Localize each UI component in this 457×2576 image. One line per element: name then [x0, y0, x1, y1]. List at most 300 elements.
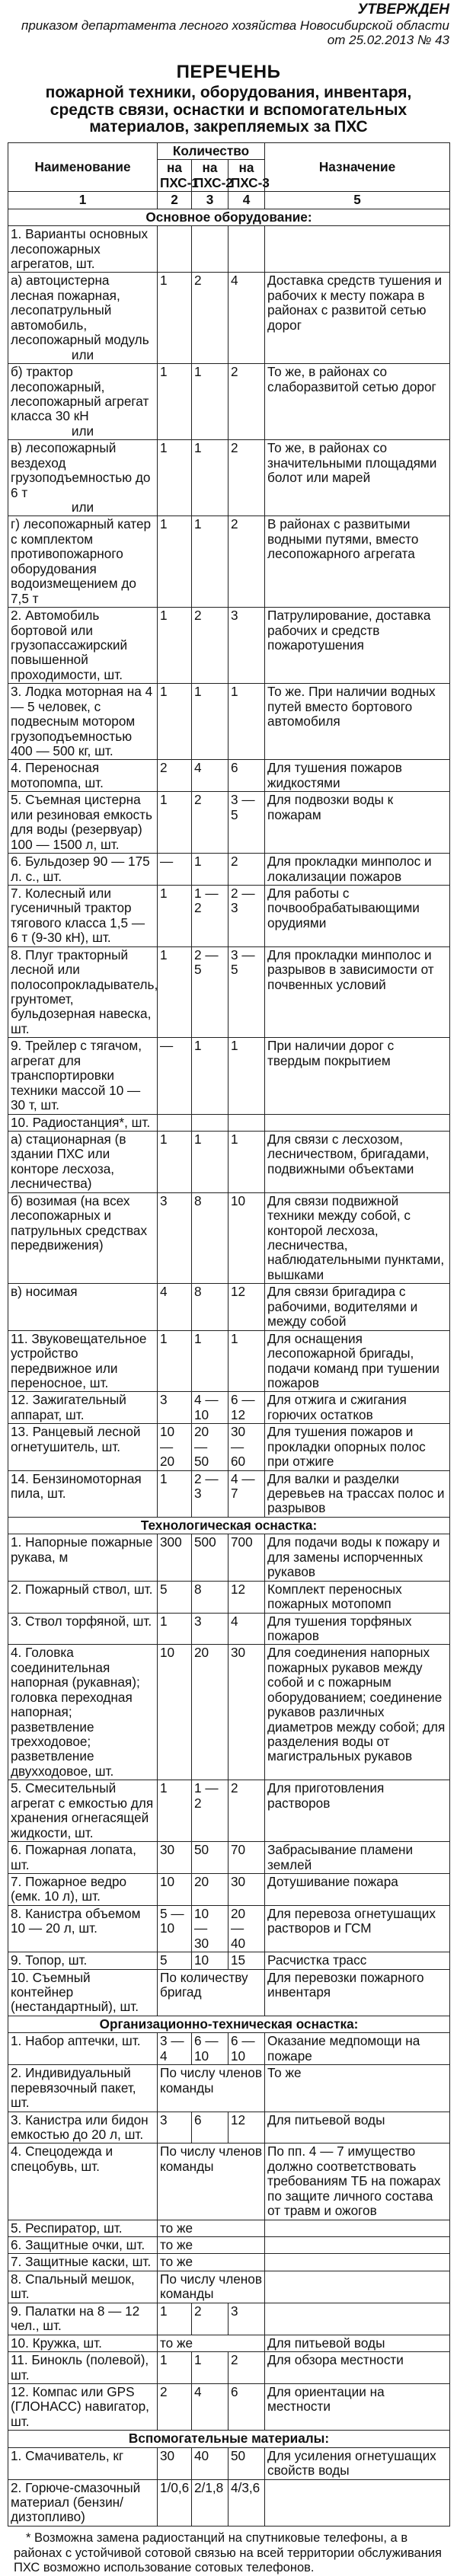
quantity-pxs2-cell: 8: [192, 1284, 228, 1330]
quantity-pxs3-cell: 6: [228, 2383, 265, 2430]
table-row: [8, 2220, 450, 2236]
table-row: [8, 1873, 450, 1905]
table-row: [8, 1192, 450, 1284]
item-name: 14. Бензиномоторная пила, шт.: [11, 1470, 142, 1502]
item-name-cell: [8, 885, 158, 946]
header-quantity: Количество: [158, 142, 265, 159]
purpose-cell: По пп. 4 — 7 имущество должно соответствовать требованиям ТБ на пожарах по защите личного состава от травм и ожогов: [265, 2143, 450, 2220]
item-name: 6. Пожарная лопата, шт.: [11, 1842, 136, 1872]
table-row: [8, 2237, 450, 2254]
item-name-cell: [8, 2352, 158, 2384]
item-name: 4. Переносная мотопомпа, шт.: [11, 760, 104, 790]
or-separator: или: [71, 423, 94, 439]
table-row: [8, 760, 450, 792]
quantity-pxs1-cell: 1: [158, 684, 192, 760]
quantity-pxs1-cell: 1: [158, 946, 192, 1038]
quantity-pxs2-cell: 1 — 2: [192, 885, 228, 946]
item-name-cell: [8, 1392, 158, 1424]
table-row: [8, 1969, 450, 2016]
quantity-pxs1-cell: 1/0,6: [158, 2479, 192, 2526]
item-name-cell: [8, 2383, 158, 2430]
item-name-cell: [8, 2254, 158, 2271]
quantity-pxs2-cell: 2 — 5: [192, 946, 228, 1038]
table-row: [8, 2352, 450, 2384]
item-name-cell: [8, 1952, 158, 1969]
item-name: г) лесопожарный катер с комплектом противопожарного оборудования водоизмещением до 7,5 т: [11, 516, 152, 606]
purpose-cell: Для соединения напорных пожарных рукавов между собой и с пожарным оборудованием; соединение рукавов различных диаметров между собой; для разделения воды от магистральных рукавов: [265, 1645, 450, 1780]
quantity-pxs1-cell: 1: [158, 1470, 192, 1517]
quantity-pxs2-cell: 10: [192, 1952, 228, 1969]
item-name-cell: [8, 2065, 158, 2112]
item-name-cell: [8, 792, 158, 854]
item-name: 13. Ранцевый лесной огнетушитель, шт.: [11, 1424, 141, 1454]
table-row: [8, 792, 450, 854]
item-name: б) трактор лесопожарный, лесопожарный агрегат класса 30 кН: [11, 364, 149, 424]
item-name: 8. Канистра объемом 10 — 20 л, шт.: [11, 1905, 141, 1936]
table-row: [8, 1330, 450, 1392]
approval-line-2: приказом департамента лесного хозяйства Новосибирской области: [21, 18, 449, 33]
table-row: [8, 2271, 450, 2303]
purpose-cell: [265, 1114, 450, 1131]
quantity-pxs3-cell: 2: [228, 516, 265, 608]
quantity-all-cell: то же: [158, 2237, 265, 2254]
quantity-pxs1-cell: 1: [158, 364, 192, 440]
item-name: 8. Спальный мешок, шт.: [11, 2271, 135, 2302]
item-name-cell: [8, 1192, 158, 1284]
column-number: 4: [228, 192, 265, 209]
purpose-cell: При наличии дорог с твердым покрытием: [265, 1038, 450, 1114]
table-row: [8, 1952, 450, 1969]
quantity-pxs3-cell: 3: [228, 2303, 265, 2335]
quantity-pxs3-cell: 15: [228, 1952, 265, 1969]
item-name-cell: [8, 608, 158, 684]
item-name-cell: [8, 2303, 158, 2335]
item-name-cell: [8, 760, 158, 792]
quantity-pxs3-cell: 2: [228, 2352, 265, 2384]
quantity-pxs3-cell: 30: [228, 1873, 265, 1905]
quantity-pxs1-cell: 3 — 4: [158, 2033, 192, 2065]
quantity-pxs3-cell: 3 — 5: [228, 946, 265, 1038]
quantity-pxs3-cell: 6 — 12: [228, 1392, 265, 1424]
quantity-pxs2-cell: 1: [192, 1038, 228, 1114]
section-header-row: [8, 209, 450, 225]
item-name: 12. Компас или GPS (ГЛОНАСС) навигатор, шт.: [11, 2383, 149, 2429]
quantity-all-cell: то же: [158, 2335, 265, 2351]
purpose-cell: Для перевозки пожарного инвентаря: [265, 1969, 450, 2016]
header-pxs1: на ПХС-1: [158, 160, 192, 192]
quantity-all-cell: то же: [158, 2254, 265, 2271]
quantity-pxs1-cell: 1: [158, 1131, 192, 1192]
table-row: [8, 854, 450, 886]
item-name-cell: [8, 1470, 158, 1517]
item-name-cell: [8, 1038, 158, 1114]
footnote: * Возможна замена радиостанций на спутниковые телефоны, а в районах с устойчивой сотовой связью на всей территории обслуживания ПХС возможно использование сотовых телефонов.: [14, 2530, 442, 2575]
column-number: 5: [265, 192, 450, 209]
purpose-cell: Для отжига и сжигания горючих остатков: [265, 1392, 450, 1424]
quantity-pxs2-cell: 1: [192, 854, 228, 886]
item-name: 3. Канистра или бидон емкостью до 20 л, шт.: [11, 2112, 149, 2142]
quantity-pxs2-cell: 20: [192, 1645, 228, 1780]
item-name: 11. Звуковещательное устройство передвижное или переносное, шт.: [11, 1330, 147, 1390]
quantity-pxs3-cell: 2: [228, 1780, 265, 1842]
item-name-cell: [8, 1842, 158, 1874]
purpose-cell: То же. При наличии водных путей вместо бортового автомобиля: [265, 684, 450, 760]
item-name-cell: [8, 273, 158, 364]
quantity-pxs3-cell: 12: [228, 1581, 265, 1613]
quantity-pxs1-cell: 2: [158, 760, 192, 792]
purpose-cell: То же: [265, 2065, 450, 2112]
table-row: [8, 1038, 450, 1114]
header-pxs3: на ПХС-3: [228, 160, 265, 192]
quantity-pxs3-cell: 4/3,6: [228, 2479, 265, 2526]
quantity-pxs2-cell: 2: [192, 608, 228, 684]
item-name: б) возимая (на всех лесопожарных и патрульных средствах передвижения): [11, 1192, 148, 1253]
quantity-pxs1-cell: 30: [158, 1842, 192, 1874]
quantity-pxs2-cell: 40: [192, 2447, 228, 2479]
item-name: 2. Горюче-смазочный материал (бензин/дизтопливо): [11, 2479, 141, 2525]
item-name-cell: [8, 2112, 158, 2143]
quantity-pxs2-cell: 1: [192, 440, 228, 516]
quantity-pxs1-cell: 1: [158, 885, 192, 946]
purpose-cell: Оказание медпомощи на пожаре: [265, 2033, 450, 2065]
quantity-pxs3-cell: 30 — 60: [228, 1424, 265, 1470]
table-row: [8, 1131, 450, 1192]
table-row: [8, 1392, 450, 1424]
quantity-pxs2-cell: 4 — 10: [192, 1392, 228, 1424]
item-name-cell: [8, 684, 158, 760]
table-row: [8, 273, 450, 364]
item-name-cell: [8, 2033, 158, 2065]
quantity-pxs1-cell: 3: [158, 1392, 192, 1424]
quantity-pxs1-cell: 1: [158, 792, 192, 854]
purpose-cell: Для связи с лесхозом, лесничеством, бригадами, подвижными объектами: [265, 1131, 450, 1192]
quantity-pxs1-cell: 1: [158, 2352, 192, 2384]
table-row: [8, 2447, 450, 2479]
header-pxs2: на ПХС-2: [192, 160, 228, 192]
quantity-pxs1-cell: 10: [158, 1645, 192, 1780]
quantity-pxs3-cell: 2: [228, 364, 265, 440]
purpose-cell: [265, 2303, 450, 2335]
column-number: 3: [192, 192, 228, 209]
quantity-all-cell: По числу членов команды: [158, 2143, 265, 2220]
purpose-cell: Для связи подвижной техники между собой, с конторой лесхоза, лесничества, наблюдательными пунктами, вышками: [265, 1192, 450, 1284]
purpose-cell: Для обзора местности: [265, 2352, 450, 2384]
purpose-cell: То же, в районах со слаборазвитой сетью дорог: [265, 364, 450, 440]
approval-stamp: [8, 0, 449, 48]
quantity-pxs2-cell: 20 — 50: [192, 1424, 228, 1470]
table-row: [8, 1780, 450, 1842]
item-name-cell: [8, 2143, 158, 2220]
quantity-pxs3-cell: 4: [228, 273, 265, 364]
quantity-pxs2-cell: 20: [192, 1873, 228, 1905]
item-name-cell: [8, 1131, 158, 1192]
column-number: 1: [8, 192, 158, 209]
quantity-pxs3-cell: 2 — 3: [228, 885, 265, 946]
table-row: [8, 2065, 450, 2112]
table-row: [8, 1645, 450, 1780]
quantity-pxs2-cell: 8: [192, 1581, 228, 1613]
quantity-pxs2-cell: 8: [192, 1192, 228, 1284]
item-name: 8. Плуг тракторный лесной или полосопрокладыватель, грунтомет, бульдозерная навеска, шт.: [11, 946, 158, 1036]
table-row: [8, 885, 450, 946]
quantity-pxs3-cell: 12: [228, 2112, 265, 2143]
item-name-cell: [8, 2479, 158, 2526]
quantity-pxs2-cell: 2/1,8: [192, 2479, 228, 2526]
item-name: 10. Радиостанция*, шт.: [11, 1114, 151, 1130]
quantity-pxs1-cell: [158, 226, 192, 273]
quantity-pxs2-cell: 1: [192, 1131, 228, 1192]
section-title: Организационно-техническая оснастка:: [8, 2016, 450, 2032]
quantity-pxs1-cell: 30: [158, 2447, 192, 2479]
table-row: [8, 1114, 450, 1131]
item-name-cell: [8, 2271, 158, 2303]
table-row: [8, 1424, 450, 1470]
table-row: [8, 2112, 450, 2143]
equipment-table: [8, 142, 450, 2527]
purpose-cell: Для питьевой воды: [265, 2112, 450, 2143]
quantity-pxs1-cell: 1: [158, 1780, 192, 1842]
table-row: [8, 608, 450, 684]
purpose-cell: [265, 2220, 450, 2236]
quantity-pxs1-cell: 5: [158, 1952, 192, 1969]
item-name: 1. Напорные пожарные рукава, м: [11, 1534, 153, 1565]
table-row: [8, 226, 450, 273]
quantity-pxs1-cell: 300: [158, 1534, 192, 1581]
purpose-cell: [265, 2237, 450, 2254]
item-name: 5. Съемная цистерна или резиновая емкость для воды (резервуар) 100 — 1500 л, шт.: [11, 792, 152, 852]
quantity-pxs1-cell: 1: [158, 516, 192, 608]
quantity-pxs3-cell: 1: [228, 1330, 265, 1392]
quantity-pxs1-cell: —: [158, 854, 192, 886]
quantity-pxs1-cell: 3: [158, 2112, 192, 2143]
table-body: [8, 209, 450, 2526]
item-name-cell: [8, 1330, 158, 1392]
table-row: [8, 2033, 450, 2065]
quantity-pxs1-cell: —: [158, 1038, 192, 1114]
item-name-cell: [8, 1613, 158, 1645]
table-row: [8, 1534, 450, 1581]
item-name: 2. Автомобиль бортовой или грузопассажирский повышенной проходимости, шт.: [11, 608, 128, 682]
item-name-cell: [8, 1969, 158, 2016]
table-row: [8, 364, 450, 440]
quantity-pxs2-cell: 1: [192, 684, 228, 760]
item-name: 3. Ствол торфяной, шт.: [11, 1613, 152, 1629]
quantity-pxs3-cell: 2: [228, 440, 265, 516]
quantity-pxs2-cell: 6: [192, 2112, 228, 2143]
item-name: 1. Варианты основных лесопожарных агрегатов, шт.: [11, 226, 149, 272]
quantity-pxs3-cell: 1: [228, 684, 265, 760]
quantity-pxs3-cell: 10: [228, 1192, 265, 1284]
item-name: 5. Смесительный агрегат с емкостью для хранения огнегасящей жидкости, шт.: [11, 1780, 154, 1840]
or-separator: или: [71, 500, 94, 516]
item-name-cell: [8, 1873, 158, 1905]
purpose-cell: Для тушения торфяных пожаров: [265, 1613, 450, 1645]
item-name: 6. Защитные очки, шт.: [11, 2237, 145, 2253]
table-row: [8, 2254, 450, 2271]
quantity-pxs2-cell: 3: [192, 1613, 228, 1645]
purpose-cell: Для подачи воды к пожару и для замены испорченных рукавов: [265, 1534, 450, 1581]
item-name: 6. Бульдозер 90 — 175 л. с., шт.: [11, 854, 150, 884]
item-name: 12. Зажигательный аппарат, шт.: [11, 1392, 126, 1422]
item-name-cell: [8, 226, 158, 273]
purpose-cell: Доставка средств тушения и рабочих к месту пожара в районах с развитой сетью дорог: [265, 273, 450, 364]
quantity-pxs2-cell: 6 — 10: [192, 2033, 228, 2065]
item-name: 5. Респиратор, шт.: [11, 2220, 123, 2236]
table-row: [8, 440, 450, 516]
approval-line-3: от 25.02.2013 № 43: [327, 33, 449, 48]
section-header-row: [8, 2016, 450, 2032]
purpose-cell: Для питьевой воды: [265, 2335, 450, 2351]
quantity-pxs1-cell: 1: [158, 608, 192, 684]
purpose-cell: Для ориентации на местности: [265, 2383, 450, 2430]
quantity-pxs3-cell: 70: [228, 1842, 265, 1874]
quantity-pxs2-cell: 1: [192, 2352, 228, 2384]
header-purpose: Назначение: [265, 142, 450, 191]
purpose-cell: Для связи бригадира с рабочими, водителями и между собой: [265, 1284, 450, 1330]
quantity-pxs1-cell: 3: [158, 1192, 192, 1284]
table-row: [8, 2303, 450, 2335]
item-name: 10. Кружка, шт.: [11, 2335, 102, 2351]
item-name-cell: [8, 1905, 158, 1952]
quantity-pxs1-cell: 1: [158, 273, 192, 364]
item-name-cell: [8, 2237, 158, 2254]
item-name-cell: [8, 854, 158, 886]
purpose-cell: Для оснащения лесопожарной бригады, подачи команд при тушении пожаров: [265, 1330, 450, 1392]
item-name-cell: [8, 2335, 158, 2351]
table-row: [8, 2383, 450, 2430]
purpose-cell: В районах с развитыми водными путями, вместо лесопожарного агрегата: [265, 516, 450, 608]
header-name: Наименование: [8, 142, 158, 191]
table-row: [8, 1842, 450, 1874]
table-row: [8, 2479, 450, 2526]
purpose-cell: [265, 2479, 450, 2526]
quantity-pxs2-cell: [192, 1114, 228, 1131]
purpose-cell: Дотушивание пожара: [265, 1873, 450, 1905]
item-name: а) стационарная (в здании ПХС или конторе лесхоза, лесничества): [11, 1131, 126, 1192]
quantity-pxs3-cell: 4 — 7: [228, 1470, 265, 1517]
purpose-cell: Патрулирование, доставка рабочих и средств пожаротушения: [265, 608, 450, 684]
item-name-cell: [8, 2220, 158, 2236]
quantity-pxs2-cell: 1: [192, 364, 228, 440]
table-row: [8, 1613, 450, 1645]
quantity-pxs1-cell: 1: [158, 2303, 192, 2335]
quantity-pxs2-cell: 1: [192, 516, 228, 608]
table-row: [8, 516, 450, 608]
item-name-cell: [8, 516, 158, 608]
quantity-pxs3-cell: [228, 226, 265, 273]
quantity-pxs3-cell: 3 — 5: [228, 792, 265, 854]
document-title: ПЕРЕЧЕНЬ: [176, 61, 281, 82]
quantity-pxs3-cell: [228, 1114, 265, 1131]
item-name: 11. Бинокль (полевой), шт.: [11, 2352, 149, 2383]
quantity-pxs1-cell: 5 — 10: [158, 1905, 192, 1952]
quantity-pxs2-cell: 50: [192, 1842, 228, 1874]
table-row: [8, 684, 450, 760]
table-row: [8, 1905, 450, 1952]
quantity-pxs2-cell: 4: [192, 760, 228, 792]
quantity-all-cell: то же: [158, 2220, 265, 2236]
item-name-cell: [8, 440, 158, 516]
purpose-cell: Комплект переносных пожарных мотопомп: [265, 1581, 450, 1613]
quantity-pxs1-cell: 2: [158, 2383, 192, 2430]
purpose-cell: Для подвозки воды к пожарам: [265, 792, 450, 854]
item-name-cell: [8, 1284, 158, 1330]
purpose-cell: То же, в районах со значительными площадями болот или марей: [265, 440, 450, 516]
quantity-all-cell: По числу членов команды: [158, 2271, 265, 2303]
item-name-cell: [8, 1114, 158, 1131]
purpose-cell: Для тушения пожаров и прокладки опорных полос при отжиге: [265, 1424, 450, 1470]
item-name-cell: [8, 1581, 158, 1613]
item-name: 10. Съемный контейнер (нестандартный), шт.: [11, 1969, 139, 2015]
quantity-pxs3-cell: 6: [228, 760, 265, 792]
approval-line-1: УТВЕРЖДЕН: [357, 2, 449, 18]
quantity-pxs1-cell: 5: [158, 1581, 192, 1613]
quantity-pxs2-cell: 1: [192, 1330, 228, 1392]
purpose-cell: Для валки и разделки деревьев на трассах полос и разрывов: [265, 1470, 450, 1517]
quantity-pxs2-cell: 2 — 3: [192, 1470, 228, 1517]
quantity-pxs3-cell: 30: [228, 1645, 265, 1780]
purpose-cell: Для прокладки минполос и локализации пожаров: [265, 854, 450, 886]
quantity-pxs3-cell: 4: [228, 1613, 265, 1645]
purpose-cell: Для работы с почвообрабатывающими орудиями: [265, 885, 450, 946]
item-name: 3. Лодка моторная на 4 — 5 человек, с подвесным мотором грузоподъемностью 400 — 500 кг, шт.: [11, 684, 153, 759]
item-name: а) автоцистерна лесная пожарная, лесопатрульный автомобиль, лесопожарный модуль: [11, 273, 149, 348]
quantity-pxs1-cell: 1: [158, 440, 192, 516]
quantity-pxs3-cell: 1: [228, 1131, 265, 1192]
section-header-row: [8, 1517, 450, 1534]
purpose-cell: [265, 226, 450, 273]
table-row: [8, 2335, 450, 2351]
table-row: [8, 2143, 450, 2220]
quantity-pxs3-cell: 50: [228, 2447, 265, 2479]
purpose-cell: Для перевоза огнетушащих растворов и ГСМ: [265, 1905, 450, 1952]
item-name-cell: [8, 1534, 158, 1581]
section-title: Вспомогательные материалы:: [8, 2431, 450, 2447]
table-row: [8, 1284, 450, 1330]
item-name-cell: [8, 2447, 158, 2479]
section-title: Основное оборудование:: [8, 209, 450, 225]
item-name: 4. Спецодежда и спецобувь, шт.: [11, 2143, 113, 2174]
quantity-pxs3-cell: 700: [228, 1534, 265, 1581]
quantity-pxs1-cell: 10 — 20: [158, 1424, 192, 1470]
table-row: [8, 1470, 450, 1517]
quantity-pxs2-cell: 2: [192, 792, 228, 854]
section-title: Технологическая оснастка:: [8, 1517, 450, 1534]
quantity-all-cell: По числу членов команды: [158, 2065, 265, 2112]
item-name: 9. Трейлер с тягачом, агрегат для транспортировки техники массой 10 — 30 т, шт.: [11, 1038, 142, 1113]
quantity-pxs1-cell: 1: [158, 1330, 192, 1392]
quantity-all-cell: По количеству бригад: [158, 1969, 265, 2016]
table-row: [8, 1581, 450, 1613]
quantity-pxs3-cell: 6 — 10: [228, 2033, 265, 2065]
item-name: 9. Топор, шт.: [11, 1952, 88, 1968]
item-name-cell: [8, 364, 158, 440]
quantity-pxs2-cell: 2: [192, 2303, 228, 2335]
item-name: 4. Головка соединительная напорная (рукавная); головка переходная напорная; разветвление трехходовое; разветвление двухходовое, шт.: [11, 1645, 140, 1779]
section-header-row: [8, 2431, 450, 2447]
purpose-cell: Для прокладки минполос и разрывов в зависимости от почвенных условий: [265, 946, 450, 1038]
item-name: в) носимая: [11, 1284, 78, 1300]
purpose-cell: [265, 2254, 450, 2271]
item-name-cell: [8, 1424, 158, 1470]
purpose-cell: Для усиления огнетушащих свойств воды: [265, 2447, 450, 2479]
item-name-cell: [8, 1645, 158, 1780]
quantity-pxs1-cell: 4: [158, 1284, 192, 1330]
purpose-cell: Для приготовления растворов: [265, 1780, 450, 1842]
document-subtitle: пожарной техники, оборудования, инвентаря, средств связи, оснастки и вспомогательных материалов, закрепляемых за ПХС: [45, 83, 412, 136]
item-name: 1. Смачиватель, кг: [11, 2447, 124, 2463]
item-name: 7. Защитные каски, шт.: [11, 2254, 152, 2270]
